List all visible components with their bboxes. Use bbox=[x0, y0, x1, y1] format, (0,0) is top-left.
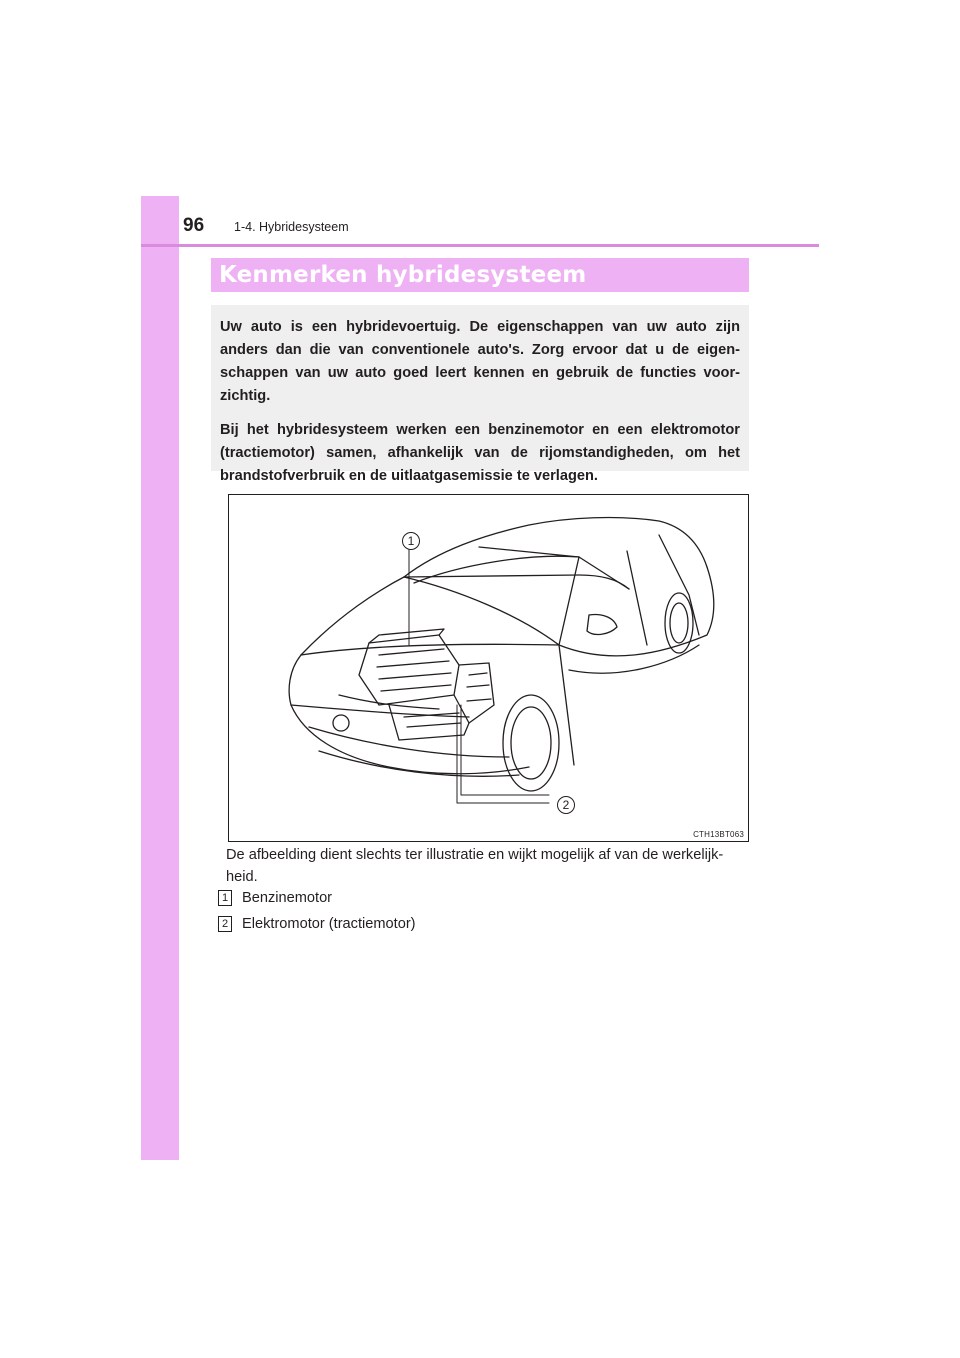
legend-label: Benzinemotor bbox=[242, 890, 333, 906]
intro-paragraph: Uw auto is een hybridevoertuig. De eigenschappen van uw auto zijn anders dan die van conventionele auto's. Zorg ervoor dat u de eigen-schappen van uw auto goed leert kennen en gebruik de functies voor-zichtig. bbox=[220, 319, 740, 404]
legend-item bbox=[218, 914, 416, 934]
figure-code: CTH13BT063 bbox=[693, 830, 744, 839]
legend-label: Elektromotor (tractiemotor) bbox=[242, 916, 416, 932]
legend-item bbox=[218, 888, 332, 908]
car-illustration bbox=[228, 494, 749, 842]
figure-caption: De afbeelding dient slechts ter illustratie en wijkt mogelijk af van de werkelijk-heid. bbox=[226, 847, 724, 885]
section-title: Kenmerken hybridesysteem bbox=[211, 258, 749, 292]
intro-paragraph: Bij het hybridesysteem werken een benzinemotor en een elektromotor (tractiemotor) samen, afhankelijk van de rijomstandigheden, om het brandstofverbruik en de uitlaatgasemissie te verlagen. bbox=[220, 422, 740, 484]
intro-box bbox=[211, 305, 749, 484]
legend-number: 2 bbox=[218, 916, 232, 932]
side-tab-strip bbox=[141, 196, 179, 1160]
callout-2: 2 bbox=[557, 796, 575, 814]
car-drawing bbox=[229, 495, 748, 841]
callout-1: 1 bbox=[402, 532, 420, 550]
breadcrumb: 1-4. Hybridesysteem bbox=[234, 220, 349, 234]
header-rule bbox=[141, 244, 819, 247]
page-number: 96 bbox=[183, 215, 205, 236]
legend-number: 1 bbox=[218, 890, 232, 906]
